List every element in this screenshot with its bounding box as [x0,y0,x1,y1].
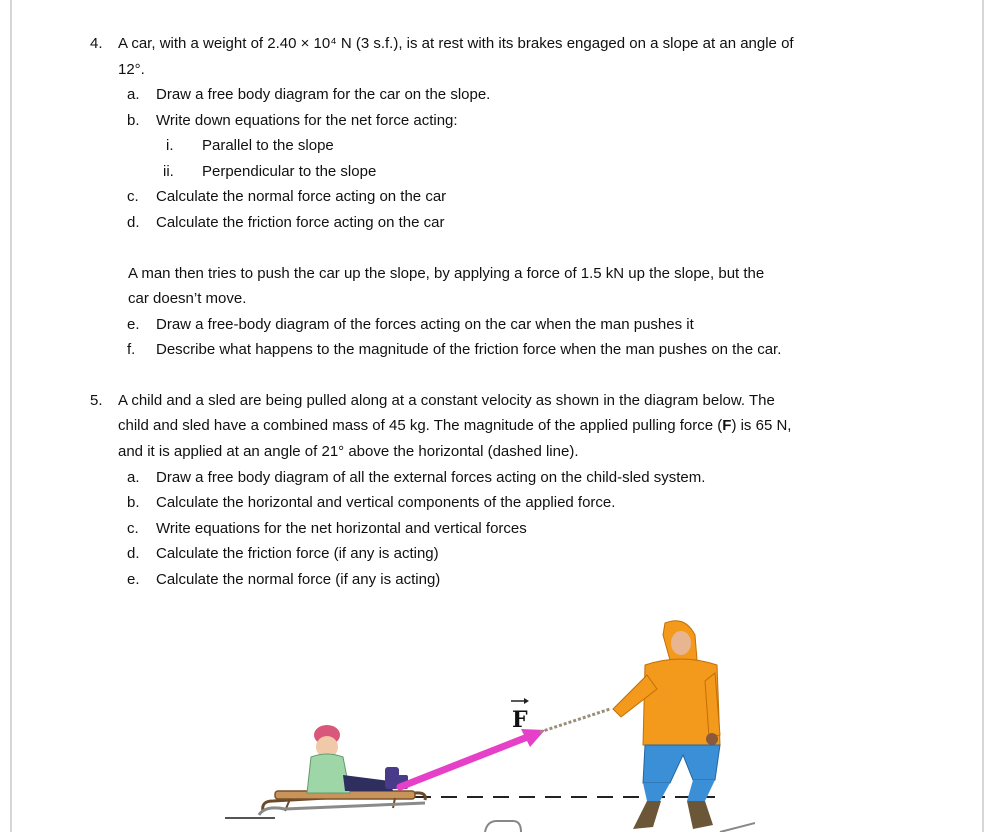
part-marker: a. [127,469,140,486]
page-artifact [720,823,755,832]
part-text: Draw a free body diagram for the car on the slope. [156,86,491,103]
part-text: Draw a free-body diagram of the forces acting on the car when the man pushes it [156,316,694,333]
child [307,725,408,793]
part-marker: b. [127,494,140,511]
question-stem-cont: child and sled have a combined mass of 45 kg. The magnitude of the applied pulling force (F) is 65 N, [118,417,792,434]
question-number: 4. [90,35,103,52]
question-number: 5. [90,392,103,409]
subpart-marker: i. [166,137,174,154]
part-marker: b. [127,112,140,129]
part-text: Calculate the friction force (if any is acting) [156,545,439,562]
part-marker: c. [127,188,139,205]
part-text: Write equations for the net horizontal and vertical forces [156,520,527,537]
part-text: Describe what happens to the magnitude of the friction force when the man pushes on the car. [156,341,782,358]
question-stem: A car, with a weight of 2.40 × 10⁴ N (3 s.f.), is at rest with its brakes engaged on a slope at an angle of [118,35,794,52]
question-stem-cont: 12°. [118,61,145,78]
svg-text:F: F [512,707,528,733]
part-marker: f. [127,341,136,358]
question-stem: A child and a sled are being pulled along at a constant velocity as shown in the diagram below. The [118,392,775,409]
page-left-edge [10,0,12,832]
page-right-edge [982,0,984,832]
sled [259,791,425,815]
part-text: Calculate the friction force acting on the car [156,214,445,231]
part-marker: e. [127,316,140,333]
part-text: Write down equations for the net force acting: [156,112,458,129]
part-marker: e. [127,571,140,588]
part-text: Draw a free body diagram of all the external forces acting on the child-sled system. [156,469,706,486]
follow-up-text-cont: car doesn’t move. [128,290,247,307]
subpart-text: Parallel to the slope [202,137,334,154]
page-artifact [485,821,521,832]
sled-pulling-diagram [215,605,755,832]
part-marker: d. [127,545,140,562]
part-text: Calculate the normal force acting on the car [156,188,447,205]
force-symbol: F [722,417,732,434]
force-arrow [400,736,530,787]
part-marker: d. [127,214,140,231]
subpart-text: Perpendicular to the slope [202,163,377,180]
part-marker: c. [127,520,139,537]
subpart-marker: ii. [163,163,174,180]
follow-up-text: A man then tries to push the car up the slope, by applying a force of 1.5 kN up the slope, but the [128,265,765,282]
force-label [511,698,529,733]
question-stem-cont: and it is applied at an angle of 21° above the horizontal (dashed line). [118,443,579,460]
part-text: Calculate the normal force (if any is acting) [156,571,441,588]
rope [540,709,610,732]
part-marker: a. [127,86,140,103]
part-text: Calculate the horizontal and vertical components of the applied force. [156,494,616,511]
